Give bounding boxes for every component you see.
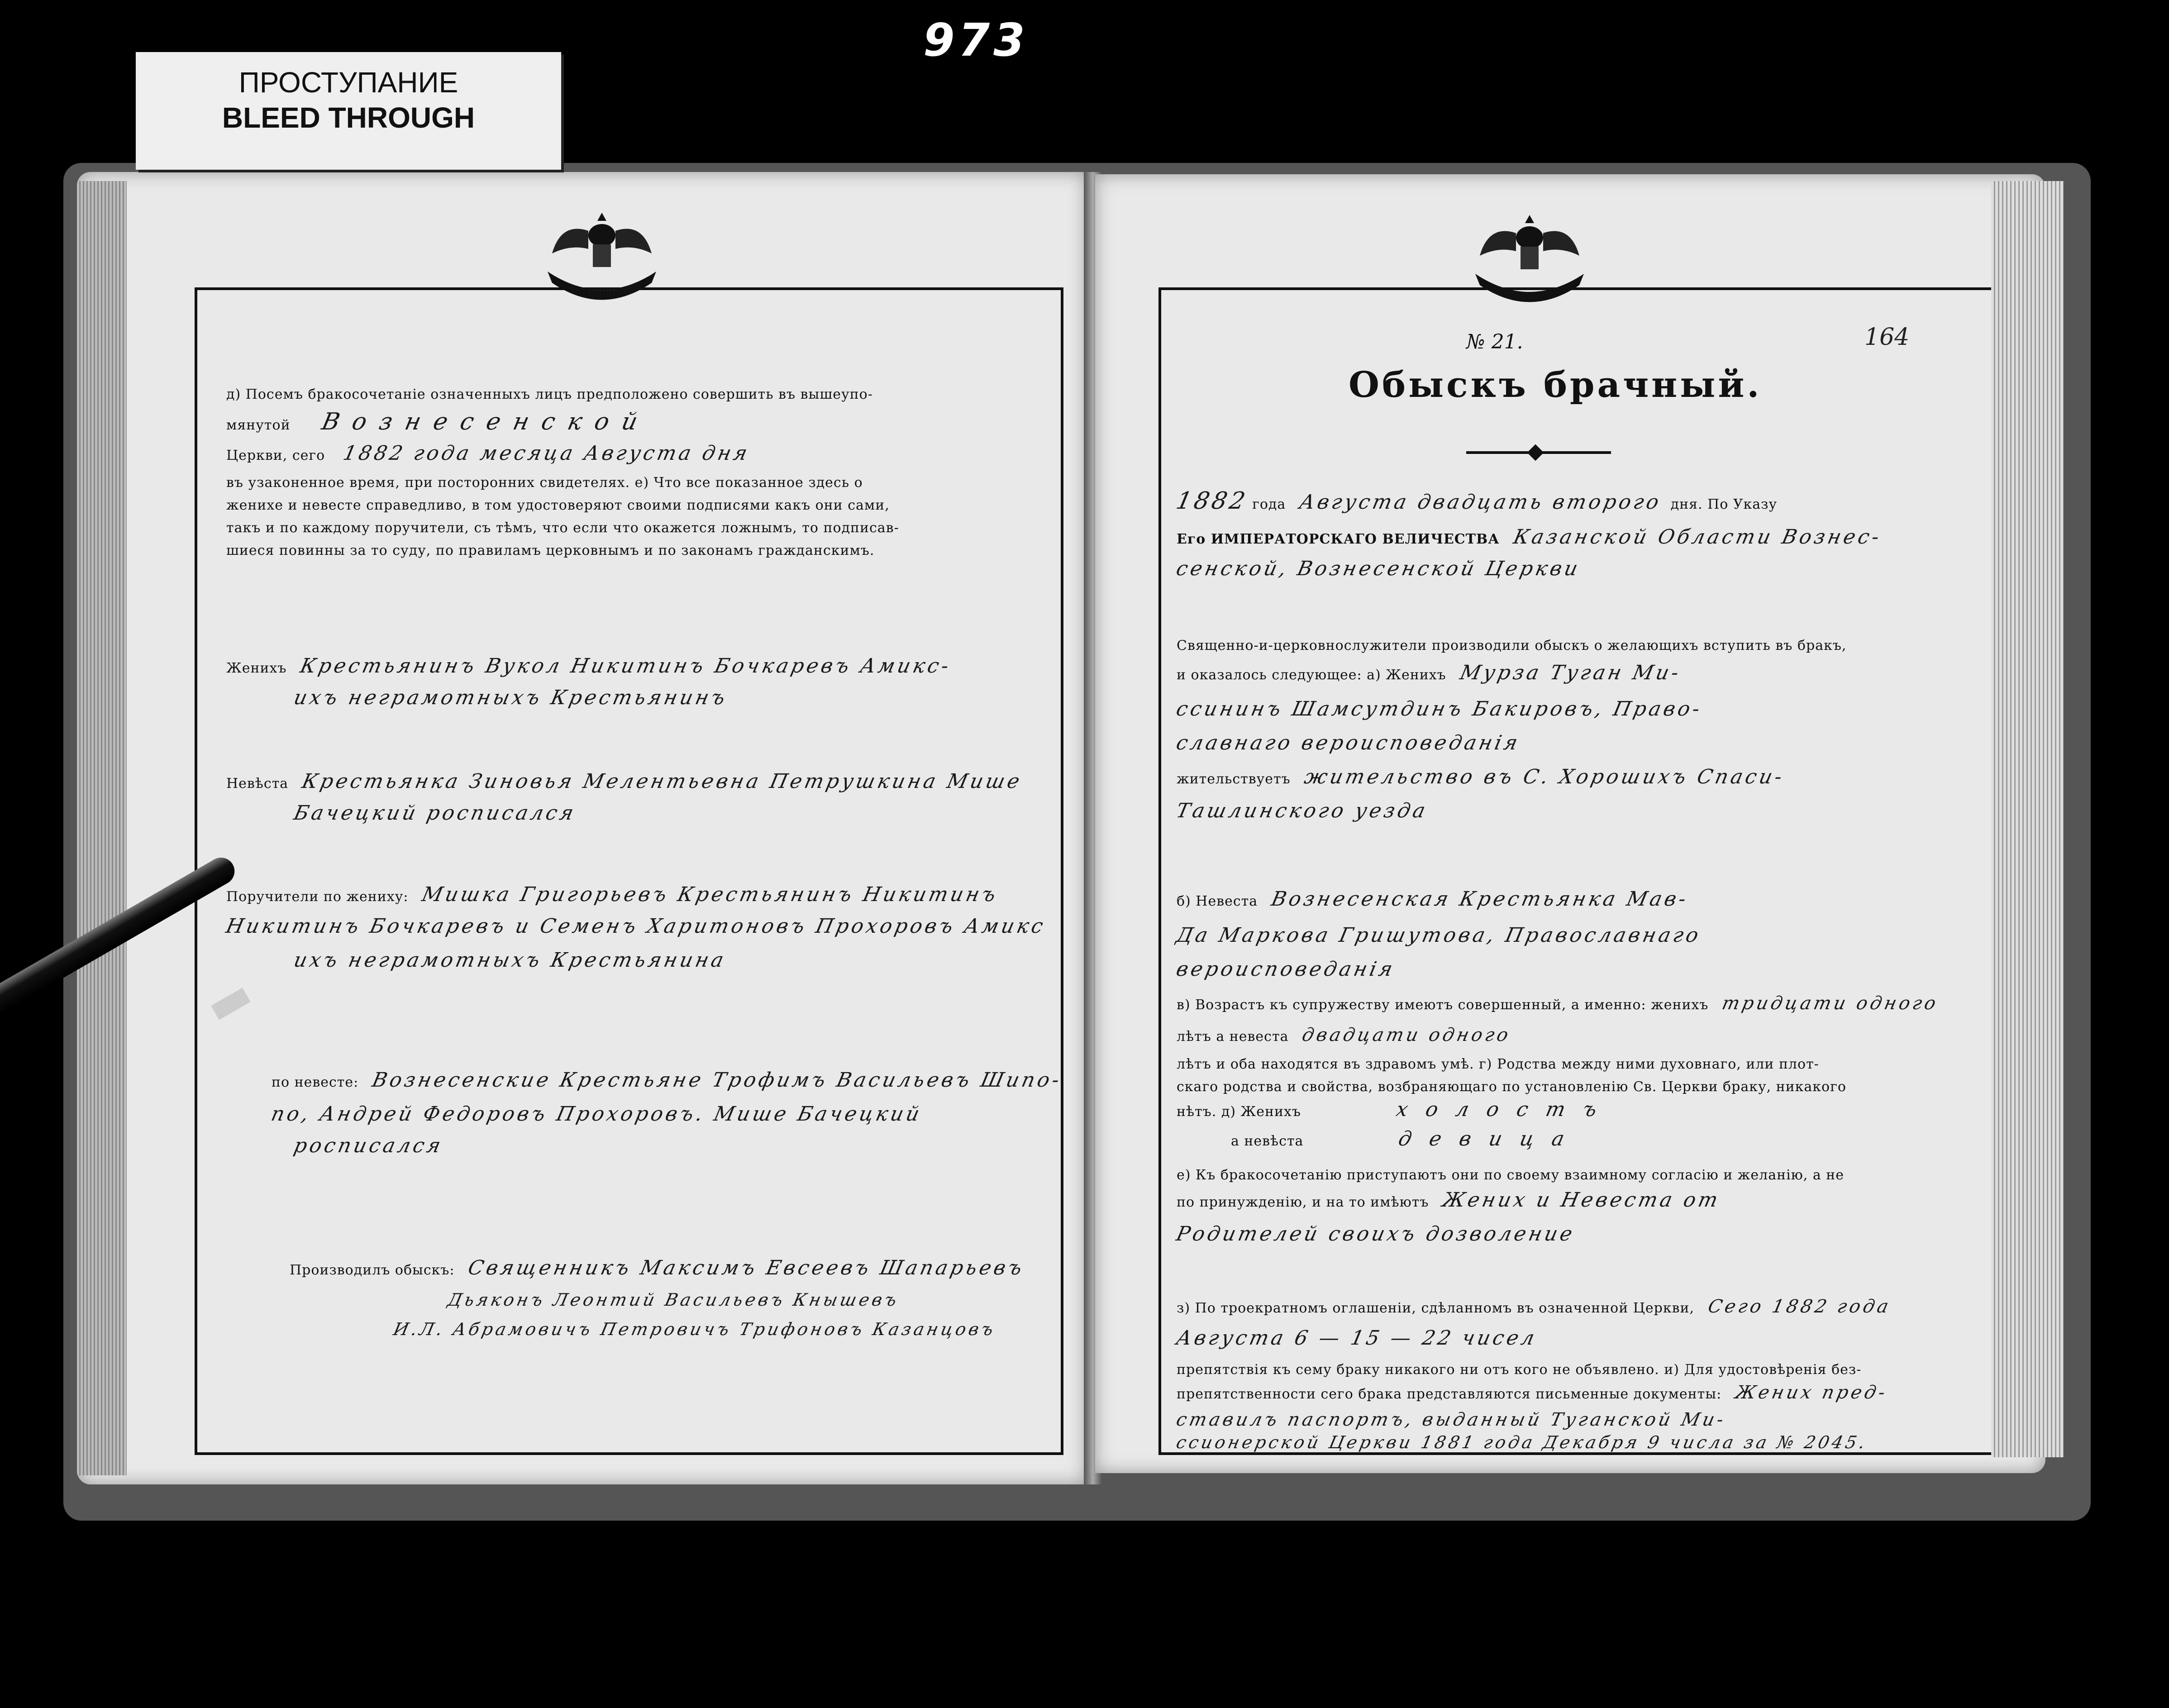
right-page xyxy=(1095,174,2045,1473)
left-page xyxy=(77,172,1086,1484)
left-line-1: д) Посемъ бракосочетаніе означенныхъ лицъ предположено совершить въ вышеупо- xyxy=(226,386,873,402)
groom-name: ссининъ Шамсутдинъ Бакировъ, Право- xyxy=(1174,697,1705,720)
bride-sureties: по невесте: Вознесенские Крестьяне Трофимъ Васильевъ Шипо- xyxy=(272,1069,1064,1092)
left-line-7: шиеся повинны за то суду, по правиламъ церковнымъ и по законамъ гражданскимъ. xyxy=(226,543,875,558)
obstacle-line: препятствія къ сему браку никакого ни отъ кого не объявлено. и) Для удостовѣренія без- xyxy=(1177,1362,1862,1378)
date-line: 1882 года Августа двадцать второго дня. По Указу xyxy=(1173,487,1778,515)
title-divider xyxy=(1466,451,1611,454)
docs-2: ссионерской Церкви 1881 года Декабря 9 числа за № 2045. xyxy=(1174,1432,1870,1452)
marital-status-groom: нѣтъ. д) Женихъ холостъ xyxy=(1177,1098,1617,1121)
sheet-number-ink: 164 xyxy=(1864,324,1910,351)
left-line-2: мянутой В о з н е с е н с к о й xyxy=(226,408,643,435)
consent-line-2: по принужденію, и на то имѣютъ Жених и Невеста от xyxy=(1177,1188,1723,1212)
bride-entry-cont: Бачецкий росписался xyxy=(291,802,578,825)
bride-faith: вероисповеданія xyxy=(1174,958,1397,981)
consent-hand: Родителей своихъ дозволение xyxy=(1174,1222,1578,1245)
health-line: лѣтъ и оба находятся въ здравомъ умѣ. г) Родства между ними духовнаго, или плот- xyxy=(1177,1056,1819,1072)
residence-cont: Ташлинского уезда xyxy=(1174,799,1430,822)
consent-line: е) Къ бракосочетанію приступаютъ они по своему взаимному согласію и желанію, а не xyxy=(1177,1167,1845,1183)
banns-dates: Августа 6 — 15 — 22 чисел xyxy=(1174,1326,1540,1350)
age-line-2: лѣтъ а невеста двадцати одного xyxy=(1177,1025,1513,1045)
left-line-6: такъ и по каждому поручители, съ тѣмъ, что если что окажется ложнымъ, то подписав- xyxy=(226,520,899,536)
bride-sureties-cont-1: по, Андрей Федоровъ Прохоровъ. Мише Бачецкий xyxy=(269,1102,925,1126)
left-line-5: женихе и невесте справедливо, в том удостоверяют своими подписями какъ они сами, xyxy=(226,497,890,513)
residence-line: жительствуетъ жительство въ С. Хорошихъ Спаси- xyxy=(1177,765,1787,788)
majesty-line: Его ИМПЕРАТОРСКАГО ВЕЛИЧЕСТВА Казанской Области Вознес- xyxy=(1177,525,1884,549)
investigator-cont-2: И.Л. Абрамовичъ Петровичъ Трифоновъ Казанцовъ xyxy=(391,1319,998,1339)
marital-status-bride: а невѣста девица xyxy=(1231,1127,1585,1150)
left-line-4: въ узаконенное время, при посторонних свидетелях. е) Что все показанное здесь о xyxy=(226,475,863,491)
docs-1: ставилъ паспортъ, выданный Туганской Ми- xyxy=(1174,1409,1728,1430)
clergy-intro: Священно-и-церковнослужители производили обыскъ о желающихъ вступить въ бракъ, xyxy=(1177,638,1847,654)
groom-sureties-cont-2: ихъ неграмотныхъ Крестьянина xyxy=(291,949,729,972)
age-line: в) Возрастъ къ супружеству имеютъ совершенный, а именно: женихъ тридцати одного xyxy=(1177,993,1941,1014)
left-line-3: Церкви, сего 1882 года месяца Августа дня xyxy=(226,442,752,465)
groom-sureties-cont-1: Никитинъ Бочкаревъ и Семенъ Харитоновъ Прохоровъ Амикс xyxy=(224,915,1048,938)
investigator: Производилъ обыскъ: Священникъ Максимъ Евсеевъ Шапарьевъ xyxy=(290,1256,1027,1279)
right-page-edges xyxy=(1991,181,2064,1457)
groom-sureties: Поручители по жениху: Мишка Григорьевъ Крестьянинъ Никитинъ xyxy=(226,883,1001,906)
clergy-intro-2: и оказалось следующее: а) Женихъ Мурза Туган Ми- xyxy=(1177,661,1683,684)
bleed-through-label xyxy=(136,52,561,170)
groom-entry-cont: ихъ неграмотныхъ Крестьянинъ xyxy=(291,686,730,709)
investigator-cont-1: Дьяконъ Леонтий Васильевъ Кнышевъ xyxy=(446,1290,901,1310)
banns-line: з) По троекратномъ оглашеніи, сдѣланномъ въ означенной Церкви, Сего 1882 года xyxy=(1177,1296,1893,1317)
groom-entry: Женихъ Крестьянинъ Вукол Никитинъ Бочкаревъ Амикс- xyxy=(226,654,954,677)
bride-name: Да Маркова Гришутова, Православнаго xyxy=(1174,924,1703,947)
bleed-label-en: BLEED THROUGH xyxy=(222,101,475,134)
bride-line: б) Невеста Вознесенская Крестьянка Мав- xyxy=(1177,887,1691,911)
right-form-frame xyxy=(1158,287,2009,1455)
groom-faith: славнаго вероисповеданія xyxy=(1174,731,1523,754)
page-title: Обыскъ брачный. xyxy=(1349,364,1762,406)
kinship-line: скаго родства и свойства, возбраняющаго по установленію Св. Церкви браку, никакого xyxy=(1177,1079,1846,1095)
church-line: сенской, Вознесенской Церкви xyxy=(1174,557,1583,580)
frame-number: 973 xyxy=(923,14,1029,67)
form-number: № 21. xyxy=(1466,330,1523,353)
bride-entry: Невѣста Крестьянка Зиновья Мелентьевна Петрушкина Мише xyxy=(226,770,1025,793)
docs-line: препятственности сего брака представляются письменные документы: Жених пред- xyxy=(1177,1382,1890,1403)
svg-text:· · · · · · · ·: · · · · · · · · xyxy=(589,287,615,293)
left-page-edges xyxy=(77,181,127,1475)
bleed-label-ru: ПРОСТУПАНИЕ xyxy=(238,66,458,99)
bride-sureties-cont-2: росписался xyxy=(291,1134,446,1157)
